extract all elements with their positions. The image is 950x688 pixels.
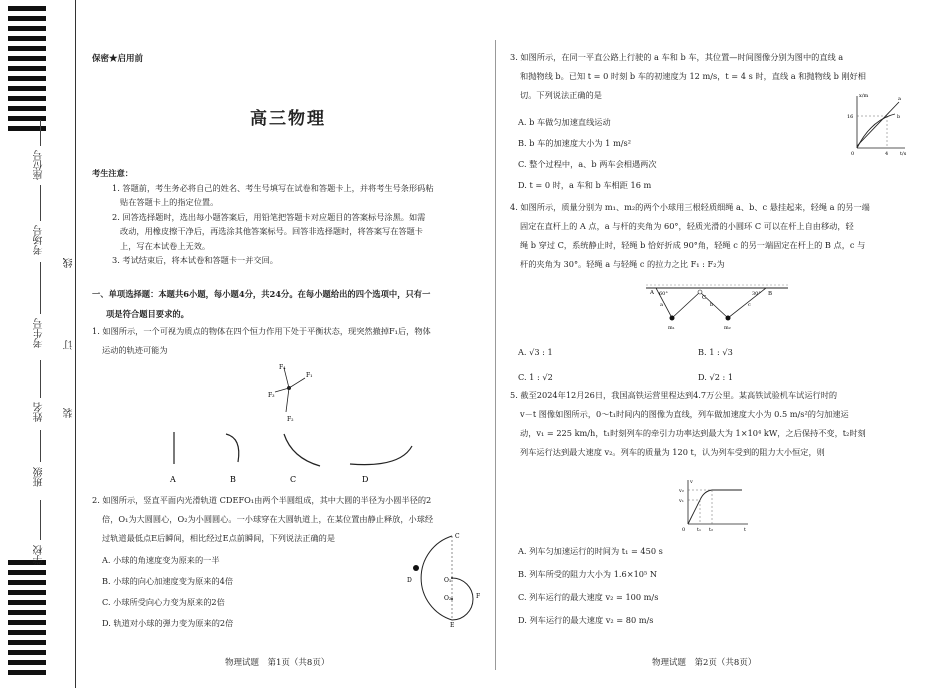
q3-option-c[interactable]: C. 整个过程中，a、b 两车会相遇两次 bbox=[518, 159, 657, 169]
rope-label: c bbox=[748, 302, 751, 308]
mass-label: m₂ bbox=[724, 325, 731, 331]
cut-mark-fold: 装 bbox=[64, 408, 75, 418]
question-4 bbox=[510, 198, 910, 274]
axis-label: t/s bbox=[900, 151, 907, 157]
q5-option-d[interactable]: D. 列车运行的最大速度 v₂ = 80 m/s bbox=[518, 615, 654, 625]
angle-label: 30° bbox=[752, 291, 761, 297]
q5-vt-graph bbox=[676, 476, 752, 538]
q3-options bbox=[518, 112, 818, 196]
tick-label: 16 bbox=[847, 114, 854, 120]
notice-block bbox=[92, 166, 487, 268]
q4-stem-line: 杆的夹角为 30°。轻绳 a 与轻绳 c 的拉力之比 F₁ : F₂为 bbox=[520, 259, 725, 269]
tick-label: t₁ bbox=[697, 527, 702, 533]
point-label: O₁ bbox=[444, 577, 452, 584]
cut-mark-line: 线 bbox=[64, 258, 75, 268]
q1-stem-line1: 1. 如图所示，一个可视为质点的物体在四个恒力作用下处于平衡状态，现突然撤掉F₁后，物体 bbox=[92, 326, 431, 336]
tick-label: 0 bbox=[851, 151, 855, 157]
section-heading bbox=[92, 284, 490, 324]
angle-label: 60° bbox=[659, 291, 668, 297]
q5-option-a[interactable]: A. 列车匀加速运行的时间为 t₁ = 450 s bbox=[518, 546, 663, 556]
trajectory-d bbox=[350, 446, 412, 465]
q4-stem-line: 固定在直杆上的 A 点，a 与杆的夹角为 60°，轻质光滑的小圆环 C 可以在杆上自由移动，轻 bbox=[520, 221, 854, 231]
axis-label: t bbox=[744, 527, 747, 533]
option-label: B bbox=[230, 475, 236, 484]
label-seat: 座位号 bbox=[34, 150, 45, 180]
q2-stem-line: 过轨道最低点E后瞬间，相比经过E点前瞬间，下列说法正确的是 bbox=[102, 533, 336, 543]
point-label: B bbox=[768, 291, 773, 297]
option-label: C bbox=[290, 475, 297, 484]
tick-label: 0 bbox=[682, 527, 686, 533]
power-segment bbox=[700, 490, 712, 500]
force-label: F₄ bbox=[279, 364, 286, 371]
q4-option-a[interactable]: A. √3 : 1 bbox=[518, 347, 553, 357]
q4-option-d[interactable]: D. √2 : 1 bbox=[698, 372, 734, 382]
footer-right: 物理试题 第2页（共8页） bbox=[652, 658, 757, 668]
confidential-mark: 保密★启用前 bbox=[92, 54, 144, 64]
point-label: D bbox=[407, 577, 412, 584]
notice-item: 改动，用橡皮擦干净后，再选涂其他答案标号。回答非选择题时，将答案写在答题卡 bbox=[120, 226, 423, 236]
q2-option-c[interactable]: C. 小球所受向心力变为原来的2倍 bbox=[102, 597, 225, 607]
q5-stem-line: 动，v₁ = 225 km/h，t₁时刻列车的牵引力功率达到最大为 1×10⁴ kW，之后保持不变，t₂时刻 bbox=[520, 428, 866, 438]
notice-item: 上，写在本试卷上无效。 bbox=[120, 240, 211, 251]
section-heading-line1: 一、单项选择题：本题共6小题，每小题4分，共24分。在每小题给出的四个选项中，只有一 bbox=[92, 289, 431, 299]
option-label: A bbox=[170, 475, 176, 484]
label-name: 姓名 bbox=[34, 402, 45, 422]
rope-label: a bbox=[660, 302, 663, 308]
q5-option-c[interactable]: C. 列车运行的最大速度 v₂ = 100 m/s bbox=[518, 592, 659, 602]
q5-stem-line: 列车运行达到最大速度 v₂。列车的质量为 120 t，认为列车受到的阻力大小恒定，则 bbox=[520, 447, 825, 457]
q4-option-b[interactable]: B. 1 : √3 bbox=[698, 347, 733, 357]
q4-option-c[interactable]: C. 1 : √2 bbox=[518, 372, 553, 382]
q1-stem-line2: 运动的轨迹可能为 bbox=[102, 345, 168, 355]
q3-option-d[interactable]: D. t = 0 时，a 车和 b 车相距 16 m bbox=[518, 180, 652, 190]
q3-stem-line: 和抛物线 b。已知 t = 0 时刻 b 车的初速度为 12 m/s，t = 4 s 时，直线 a 和抛物线 b 刚好相 bbox=[520, 71, 866, 81]
cut-mark-bind: 订 bbox=[64, 340, 75, 350]
q5-stem-line: v－t 图像如图所示，0～t₁时间内的图像为直线，列车做加速度大小为 0.5 m/s²的匀加速运 bbox=[520, 409, 849, 419]
q5-option-b[interactable]: B. 列车所受的阻力大小为 1.6×10⁵ N bbox=[518, 569, 658, 579]
q3-option-a[interactable]: A. b 车做匀加速直线运动 bbox=[518, 117, 611, 127]
tick-label: 4 bbox=[885, 151, 889, 157]
q3-stem-line: 3. 如图所示，在同一平直公路上行驶的 a 车和 b 车，其位置—时间图像分别为图中的直线 a bbox=[510, 52, 844, 62]
tick-label: v₁ bbox=[679, 498, 684, 504]
force-label: F₂ bbox=[287, 416, 294, 423]
rope-label: b bbox=[710, 302, 714, 308]
trajectory-b bbox=[226, 434, 239, 462]
label-room: 考场号 bbox=[34, 225, 45, 255]
point-label: O₂ bbox=[444, 595, 452, 602]
curve-label: a bbox=[898, 96, 901, 102]
q3-stem-line: 切。下列说法正确的是 bbox=[520, 90, 602, 100]
q2-track-diagram bbox=[400, 532, 490, 628]
trajectory-c bbox=[284, 434, 320, 466]
q3-xt-graph bbox=[845, 90, 910, 158]
curve-label: b bbox=[897, 114, 901, 120]
notice-item: 1. 答题前，考生务必将自己的姓名、考生号填写在试卷和答题卡上，并将考生号条形码粘 bbox=[112, 182, 434, 193]
q2-option-a[interactable]: A. 小球的角速度变为原来的一半 bbox=[102, 555, 220, 565]
q4-options bbox=[518, 340, 908, 390]
q5-options bbox=[518, 540, 848, 632]
point-label: C bbox=[455, 533, 460, 540]
q4-stem-line: 绳 b 穿过 C，系统静止时，轻绳 b 恰好折成 90°角，轻绳 c 的另一端固定在杆上的 B 点，c 与 bbox=[520, 240, 866, 250]
student-info-margin bbox=[34, 0, 78, 688]
q2-options bbox=[102, 550, 402, 634]
label-class: 班级 bbox=[34, 467, 45, 487]
q2-stem-line: 2. 如图所示，竖直平面内光滑轨道 CDEFO₁由两个半圆组成，其中大圆的半径为小圆半径的2 bbox=[92, 495, 432, 505]
question-5 bbox=[510, 386, 915, 462]
q4-rope-diagram bbox=[640, 284, 790, 332]
force-label: F₁ bbox=[306, 372, 313, 379]
page-divider bbox=[495, 40, 496, 670]
parabola-b bbox=[857, 114, 895, 148]
accel-segment bbox=[688, 500, 700, 524]
q2-stem-line: 倍，O₁为大圆圆心，O₂为小圆圆心。一小球穿在大圆轨道上，在某位置由静止释放，小球经 bbox=[102, 514, 434, 524]
q1-force-diagram bbox=[265, 362, 315, 424]
option-label: D bbox=[362, 475, 369, 484]
notice-title: 考生注意： bbox=[92, 168, 133, 178]
tick-label: v₂ bbox=[679, 488, 684, 494]
q5-stem-line: 5. 截至2024年12月26日，我国高铁运营里程达到4.7万公里。某高铁试验机车试运行时的 bbox=[510, 390, 838, 400]
footer-left: 物理试题 第1页（共8页） bbox=[225, 658, 330, 668]
exam-title: 高三物理 bbox=[250, 109, 326, 129]
point-label: E bbox=[450, 622, 455, 628]
label-school: 学校 bbox=[34, 545, 45, 565]
q2-option-b[interactable]: B. 小球的向心加速度变为原来的4倍 bbox=[102, 576, 234, 586]
axis-label: v bbox=[690, 479, 693, 485]
question-1 bbox=[92, 322, 490, 360]
notice-item: 2. 回答选择题时，选出每小题答案后，用铅笔把答题卡对应题目的答案标号涂黑。如需 bbox=[112, 211, 426, 222]
label-student-no: 考生号 bbox=[34, 318, 45, 348]
axis-label: x/m bbox=[859, 93, 869, 99]
notice-item: 贴在答题卡上的指定位置。 bbox=[120, 197, 219, 207]
point-label: C bbox=[702, 295, 707, 301]
ball bbox=[413, 565, 419, 571]
q2-option-d[interactable]: D. 轨道对小球的弹力变为原来的2倍 bbox=[102, 618, 234, 628]
point-label: A bbox=[650, 290, 654, 296]
mass-label: m₁ bbox=[668, 325, 675, 331]
q1-trajectory-options bbox=[150, 428, 430, 488]
q4-stem-line: 4. 如图所示，质量分别为 m₁、m₂的两个小球用三根轻质细绳 a、b、c 悬挂起来，轻绳 a 的另一端 bbox=[510, 202, 870, 212]
tick-label: t₂ bbox=[709, 527, 714, 533]
line-a bbox=[857, 102, 899, 146]
notice-item: 3. 考试结束后，将本试卷和答题卡一并交回。 bbox=[112, 255, 278, 265]
force-label: F₃ bbox=[268, 392, 275, 399]
q3-option-b[interactable]: B. b 车的加速度大小为 1 m/s² bbox=[518, 138, 631, 148]
section-heading-line2: 项是符合题目要求的。 bbox=[106, 309, 189, 319]
point-label: F bbox=[476, 593, 481, 600]
